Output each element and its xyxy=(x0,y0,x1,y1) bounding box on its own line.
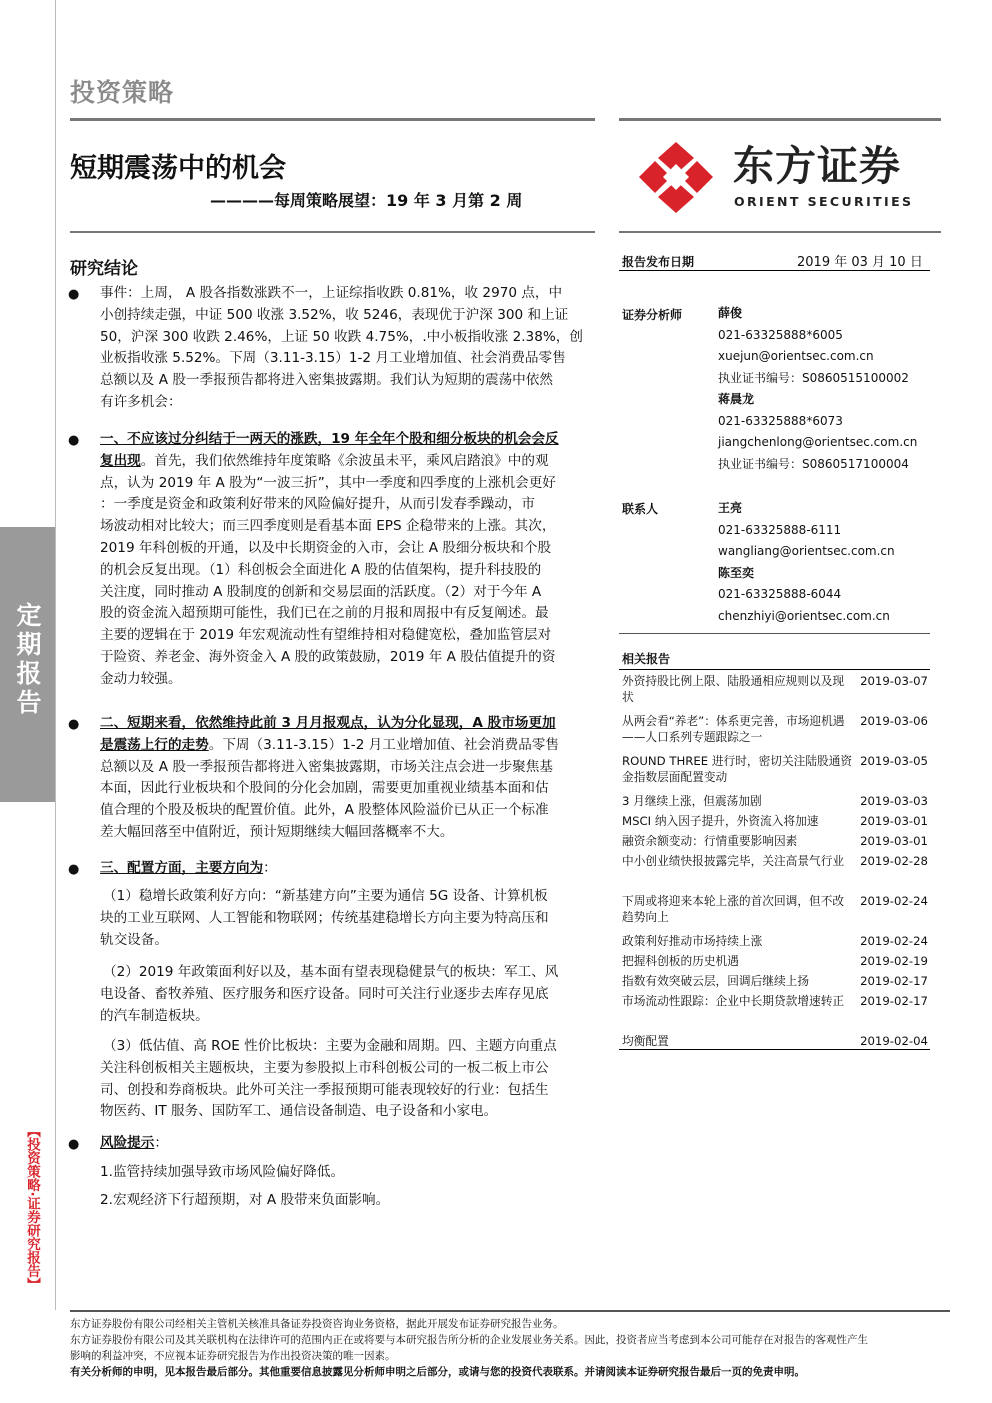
text-line: 电设备、畜牧养殖、医疗服务和医疗设备。同时可关注行业逐步去库存见底 xyxy=(100,985,549,1002)
text-line: 2019 年科创板的开通，以及中长期资金的入市，会让 A 股细分板块和个股 xyxy=(100,539,552,556)
related-report-item[interactable] xyxy=(622,993,930,1029)
text-line: 50，沪深 300 收跌 2.46%，上证 50 收跌 4.75%，.中小板指收涨 2.38%，创 xyxy=(100,328,583,345)
related-report-title[interactable]: 均衡配置 xyxy=(622,1034,669,1048)
text-line xyxy=(100,735,596,757)
section-title: 研究结论 xyxy=(70,259,138,279)
related-report-item[interactable] xyxy=(622,973,930,991)
text-line: 有许多机会： xyxy=(100,393,182,410)
paragraph-point-one xyxy=(100,429,596,691)
text-line: （3）低估值、高 ROE 性价比板块：主要为金融和周期。四、主题方向重点 xyxy=(103,1038,557,1054)
contact-name: 王亮 xyxy=(718,501,743,515)
related-report-date: 2019-03-06 xyxy=(860,714,928,728)
related-report-title[interactable]: 3 月继续上涨，但震荡加剧 xyxy=(622,794,762,808)
related-report-title[interactable]: 外资持股比例上限、陆股通相应规则以及现状 xyxy=(622,674,845,704)
analyst-name: 薛俊 xyxy=(718,306,743,320)
point-two-heading-end: 是震荡上行的走势 xyxy=(100,736,209,753)
footer-line: 东方证券股份有限公司经相关主管机关核准具备证券投资咨询业务资格，据此开展发布证券研究报告业务。 xyxy=(70,1318,564,1330)
point-two-heading: 二、短期来看，依然维持此前 3 月月报观点，认为分化显现，A 股市场更加 xyxy=(100,715,556,731)
related-report-date: 2019-03-01 xyxy=(860,814,928,828)
text-line: 的机会反复出现。（1）科创板会全面进化 A 股的估值架构，提升科技股的 xyxy=(100,561,542,578)
related-report-date: 2019-02-24 xyxy=(860,934,928,948)
text-line: （1）稳增长政策利好方向：“新基建方向”主要为通信 5G 设备、计算机板 xyxy=(103,888,548,904)
footer-line-bold: 有关分析师的申明，见本报告最后部分。其他重要信息披露见分析师申明之后部分，或请与您的投资代表联系。并请阅读本证券研究报告最后一页的免责申明。 xyxy=(70,1366,805,1378)
analyst-phone: 021-63325888*6073 xyxy=(718,413,843,428)
analyst-cert: 执业证书编号：S0860515100002 xyxy=(718,370,909,385)
sidebar-report-type-tab: 【投资策略·证券研究报告】 xyxy=(24,1123,40,1292)
risk-item-1: 1.监管持续加强导致市场风险偏好降低。 xyxy=(100,1164,345,1180)
header-rule-left xyxy=(70,118,595,121)
risk-title: 风险提示 xyxy=(100,1135,155,1151)
logo-cn-text: 东方证券 xyxy=(733,142,901,190)
point-two-tail: 。下周（3.11-3.15）1-2 月工业增加值、社会消费品零售 xyxy=(208,736,559,753)
contact-name: 陈至奕 xyxy=(718,565,755,580)
related-report-item[interactable] xyxy=(622,853,930,889)
left-border-line xyxy=(55,0,56,1310)
related-report-item[interactable] xyxy=(622,893,930,929)
paragraph-event xyxy=(100,283,596,414)
analyst-name: 蒋晨龙 xyxy=(718,392,755,406)
contact-email: chenzhiyi@orientsec.com.cn xyxy=(718,608,890,623)
text-line: 点，认为 2019 年 A 股为“一波三折”，其中一季度和四季度的上涨机会更好 xyxy=(100,474,556,491)
related-report-title[interactable]: 融资余额变动：行情重要影响因素 xyxy=(622,834,798,848)
analyst-label: 证券分析师 xyxy=(622,308,683,322)
related-report-date: 2019-03-05 xyxy=(860,754,928,768)
point-one-heading-end: 复出现 xyxy=(100,452,141,469)
orient-logo-mark-icon xyxy=(636,140,716,215)
related-report-title[interactable]: 政策利好推动市场持续上涨 xyxy=(622,934,763,948)
related-report-date: 2019-02-17 xyxy=(860,974,928,988)
text-line: 本面，因此行业板块和个股间的分化会加剧，需要更加重视业绩基本面和估 xyxy=(100,780,549,797)
related-report-date: 2019-02-04 xyxy=(860,1034,928,1048)
orient-logo xyxy=(636,140,926,215)
point-one-tail: 。首先，我们依然维持年度策略《余波虽未平，乘风启踏浪》中的观 xyxy=(140,452,549,469)
text-line: 事件：上周， A 股各指数涨跌不一，上证综指收跌 0.81%，收 2970 点，中 xyxy=(100,285,563,301)
paragraph-point-three xyxy=(100,858,596,880)
sidebar-label: 定期报告 xyxy=(13,602,42,718)
point-three-heading: 三、配置方面，主要方向为 xyxy=(100,860,264,876)
text-line: 关注科创板相关主题板块，主要为参股拟上市科创板公司的一板二板上市公 xyxy=(100,1059,549,1076)
risk-heading xyxy=(100,1133,168,1155)
bullet-icon: ● xyxy=(68,717,80,732)
header-rule-left-bottom xyxy=(70,231,595,233)
text-line: 场波动相对比较大；而三四季度则是看基本面 EPS 企稳带来的上涨。其次， xyxy=(100,518,556,535)
text-line: 司、创投和券商板块。此外可关注一季报预期可能表现较好的行业：包括生 xyxy=(100,1081,549,1098)
analyst-block xyxy=(718,303,933,475)
text-line: 物医药、IT 服务、国防军工、通信设备制造、电子设备和小家电。 xyxy=(100,1103,498,1120)
text-line: （2）2019 年政策面利好以及，基本面有望表现稳健景气的板块：军工、风 xyxy=(103,964,559,980)
text-line xyxy=(100,451,596,473)
contact-phone: 021-63325888-6111 xyxy=(718,522,842,537)
footer-line: 东方证券股份有限公司及其关联机构在法律许可的范围内正在或将要与本研究报告所分析的企业发展业务关系。因此，投资者应当考虑到本公司可能存在对报告的客观性产生 xyxy=(70,1334,868,1346)
related-report-item[interactable] xyxy=(622,793,930,811)
analyst-email: xuejun@orientsec.com.cn xyxy=(718,349,874,363)
related-title-rule xyxy=(619,669,930,670)
bullet-icon: ● xyxy=(68,433,80,448)
text-line: 轨交设备。 xyxy=(100,931,168,948)
analyst-cert: 执业证书编号：S0860517100004 xyxy=(718,456,909,471)
related-report-date: 2019-02-17 xyxy=(860,994,928,1008)
text-line: ：一季度是资金和政策利好带来的风险偏好提升，从而引发春季躁动，市 xyxy=(100,496,535,513)
text-line: 关注度，同时推动 A 股制度的创新和交易层面的活跃度。（2）对于今年 A xyxy=(100,583,542,600)
related-report-title[interactable]: 把握科创板的历史机遇 xyxy=(622,954,739,968)
paragraph-point-two xyxy=(100,713,596,844)
related-report-title[interactable]: 指数有效突破云层，回调后继续上扬 xyxy=(622,974,810,988)
text-line: 总额以及 A 股一季报预告都将进入密集披露期。我们认为短期的震荡中依然 xyxy=(100,372,553,389)
text-line: 小创持续走强，中证 500 收涨 3.52%，收 5246，表现优于沪深 300 和上证 xyxy=(100,306,569,323)
text-line: 业板指收涨 5.52%。下周（3.11-3.15）1-2 月工业增加值、社会消费品零售 xyxy=(100,350,566,367)
contact-label: 联系人 xyxy=(622,502,659,516)
analyst-phone: 021-63325888*6005 xyxy=(718,327,843,342)
text-line: 值合理的个股及板块的配置价值。此外，A 股整体风险溢价已从正一个标准 xyxy=(100,802,549,819)
related-report-date: 2019-03-07 xyxy=(860,674,928,688)
text-line: 于险资、养老金、海外资金入 A 股的政策鼓励，2019 年 A 股估值提升的资 xyxy=(100,648,556,665)
text-line: 股的资金流入超预期可能性，我们已在之前的月报和周报中有反复阐述。最 xyxy=(100,605,549,622)
related-report-date: 2019-03-03 xyxy=(860,794,928,808)
related-report-item[interactable] xyxy=(622,713,930,749)
related-reports-title: 相关报告 xyxy=(622,652,671,666)
related-report-title[interactable]: 从两会看“养老”：体系更完善，市场迎机遇——人口系列专题跟踪之一 xyxy=(622,714,845,744)
related-top-rule xyxy=(619,633,930,634)
related-report-title[interactable]: 下周或将迎来本轮上涨的首次回调，但不改趋势向上 xyxy=(622,894,845,924)
related-report-title[interactable]: MSCI 纳入因子提升，外资流入将加速 xyxy=(622,814,819,828)
related-report-item[interactable] xyxy=(622,953,930,971)
related-report-date: 2019-02-24 xyxy=(860,894,928,908)
related-report-item[interactable] xyxy=(622,933,930,951)
date-label: 报告发布日期 xyxy=(622,255,695,269)
bullet-icon: ● xyxy=(68,287,80,302)
footer-disclaimer xyxy=(70,1316,940,1380)
logo-en-text: ORIENT SECURITIES xyxy=(734,194,914,209)
sub-point-2 xyxy=(100,962,600,1027)
contact-email: wangliang@orientsec.com.cn xyxy=(718,544,895,558)
report-category: 投资策略 xyxy=(70,78,175,107)
text-line: 主要的逻辑在于 2019 年宏观流动性有望维持相对稳健宽松，叠加监管层对 xyxy=(100,627,552,644)
sub-point-3 xyxy=(100,1036,600,1123)
related-report-title[interactable]: ROUND THREE 进行时，密切关注陆股通资金指数层面配置变动 xyxy=(622,754,853,784)
header-rule-right xyxy=(619,118,941,121)
point-one-heading: 一、不应该过分纠结于一两天的涨跌，19 年全年个股和细分板块的机会会反 xyxy=(100,431,559,447)
colon: ： xyxy=(263,860,277,876)
page-subtitle: ————每周策略展望：19 年 3 月第 2 周 xyxy=(210,191,523,210)
related-report-title[interactable]: 中小创业绩快报披露完毕，关注高景气行业 xyxy=(622,854,845,868)
related-report-title[interactable]: 市场流动性跟踪：企业中长期贷款增速转正 xyxy=(622,994,845,1008)
colon: ： xyxy=(154,1135,168,1151)
related-report-date: 2019-02-28 xyxy=(860,854,928,868)
bullet-icon: ● xyxy=(68,1137,80,1152)
text-line: 总额以及 A 股一季报预告都将进入密集披露期，市场关注点会进一步聚焦基 xyxy=(100,758,553,775)
related-bottom-rule xyxy=(619,1049,930,1050)
related-report-date: 2019-02-19 xyxy=(860,954,928,968)
header-rule-right-bottom xyxy=(619,231,941,233)
related-report-item[interactable] xyxy=(622,833,930,851)
footer-rule xyxy=(70,1310,950,1312)
related-report-item[interactable] xyxy=(622,813,930,831)
text-line: 差大幅回落至中值附近，预计短期继续大幅回落概率不大。 xyxy=(100,823,454,840)
page-title: 短期震荡中的机会 xyxy=(70,153,286,184)
bullet-icon: ● xyxy=(68,862,80,877)
related-report-item[interactable] xyxy=(622,673,930,709)
date-value: 2019 年 03 月 10 日 xyxy=(797,255,923,270)
related-report-date: 2019-03-01 xyxy=(860,834,928,848)
text-line: 的汽车制造板块。 xyxy=(100,1007,209,1024)
text-line: 金动力较强。 xyxy=(100,670,182,687)
contact-block xyxy=(718,498,933,627)
sub-point-1 xyxy=(100,886,600,951)
analyst-email: jiangchenlong@orientsec.com.cn xyxy=(718,435,918,449)
date-rule xyxy=(619,270,930,271)
footer-line: 影响的利益冲突，不应视本证券研究报告为作出投资决策的唯一因素。 xyxy=(70,1350,396,1362)
text-line xyxy=(100,858,596,880)
text-line: 块的工业互联网、人工智能和物联网；传统基建稳增长方向主要为特高压和 xyxy=(100,909,549,926)
contact-phone: 021-63325888-6044 xyxy=(718,587,842,601)
related-report-item[interactable] xyxy=(622,753,930,789)
risk-item-2: 2.宏观经济下行超预期，对 A 股带来负面影响。 xyxy=(100,1192,390,1208)
